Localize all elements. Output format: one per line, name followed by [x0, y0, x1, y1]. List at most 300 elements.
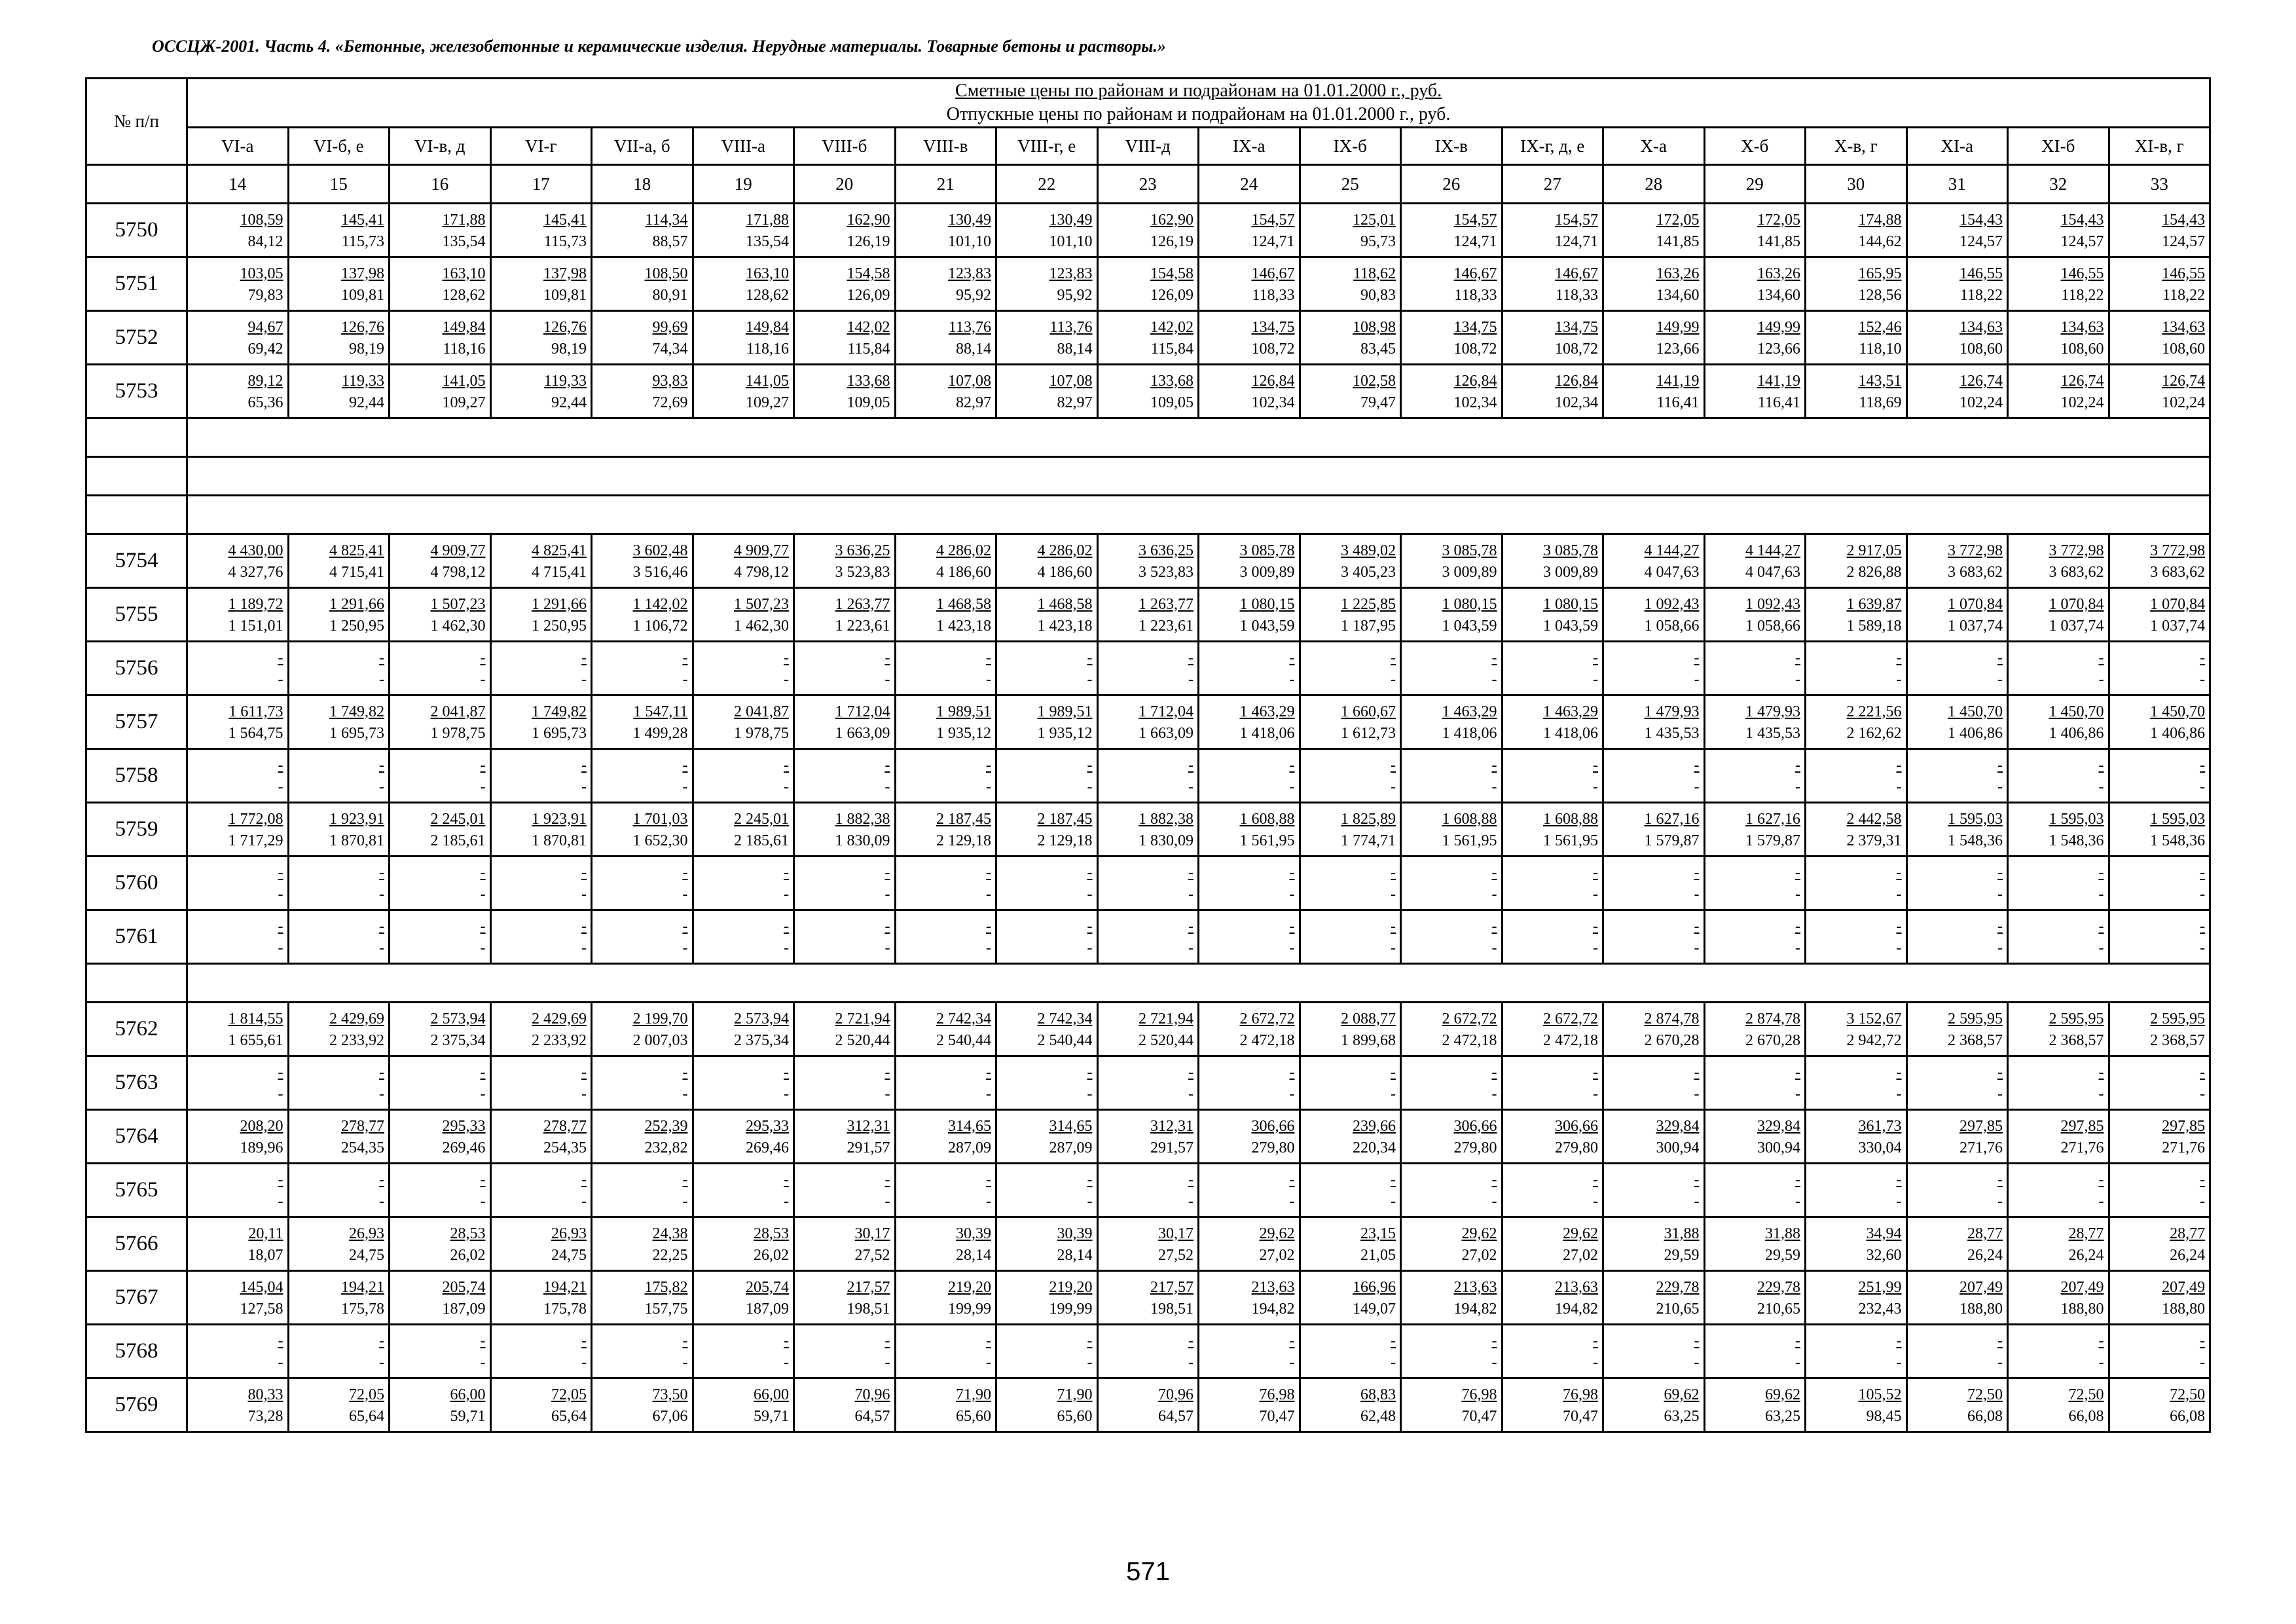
district-header: VIII-д: [1097, 128, 1199, 165]
price-cell: [1704, 857, 1806, 910]
estimated-price: 107,08: [948, 372, 991, 390]
price-cell: [1401, 204, 1503, 257]
release-price: 3 516,46: [632, 563, 688, 581]
release-price: 1 548,36: [2150, 832, 2206, 849]
price-cell: [794, 365, 896, 418]
estimated-price: 69,62: [1664, 1386, 1700, 1403]
release-price: 4 327,76: [228, 563, 283, 581]
estimated-price: -: [1188, 1332, 1194, 1350]
estimated-price: -: [1997, 864, 2003, 881]
estimated-price: 1 627,16: [1745, 810, 1800, 828]
estimated-price: 108,59: [240, 211, 283, 229]
estimated-price: -: [784, 1332, 789, 1350]
price-cell: [187, 588, 289, 642]
price-cell: [1704, 534, 1806, 588]
release-price: 1 423,18: [1037, 617, 1093, 635]
price-cell: [1704, 1217, 1806, 1271]
estimated-price: 172,05: [1757, 211, 1800, 229]
estimated-price: 251,99: [1858, 1278, 1902, 1296]
price-cell: [693, 1056, 794, 1110]
release-price: -: [1997, 885, 2003, 903]
price-cell: [1704, 1164, 1806, 1217]
estimated-price: 72,50: [2170, 1386, 2206, 1403]
price-cell: [1199, 1378, 1300, 1432]
estimated-price: -: [1997, 1171, 2003, 1189]
estimated-price: -: [784, 864, 789, 881]
price-cell: [490, 910, 592, 964]
price-cell: [1502, 1003, 1603, 1056]
release-price: -: [1087, 1192, 1093, 1210]
price-cell: [490, 749, 592, 803]
release-price: -: [884, 1192, 890, 1210]
price-cell: [1502, 204, 1603, 257]
estimated-price: 34,94: [1866, 1225, 1902, 1242]
release-price: 67,06: [652, 1407, 688, 1425]
estimated-price: -: [682, 649, 688, 667]
estimated-price: -: [1391, 1332, 1396, 1350]
district-header: IX-г, д, е: [1502, 128, 1603, 165]
estimated-price: 306,66: [1251, 1117, 1295, 1135]
row-number: 5756: [86, 642, 187, 695]
price-cell: [693, 1003, 794, 1056]
estimated-price: -: [986, 917, 991, 935]
price-cell: [1704, 257, 1806, 311]
estimated-price: -: [2200, 649, 2206, 667]
release-price: 27,52: [854, 1246, 890, 1264]
price-cell: [187, 642, 289, 695]
district-header: VI-г: [490, 128, 592, 165]
price-cell: [2109, 588, 2210, 642]
release-price: -: [2098, 939, 2104, 957]
price-cell: [794, 204, 896, 257]
estimated-price: -: [1391, 1171, 1396, 1189]
price-cell: [288, 311, 390, 365]
price-cell: [288, 1003, 390, 1056]
estimated-price: -: [1188, 649, 1194, 667]
price-cell: [794, 534, 896, 588]
release-price: 108,72: [1555, 340, 1598, 358]
price-cell: [1603, 1003, 1705, 1056]
estimated-price: 2 187,45: [1037, 810, 1093, 828]
estimated-price: 4 909,77: [430, 542, 486, 559]
price-cell: [996, 534, 1098, 588]
release-price: -: [2200, 1192, 2206, 1210]
price-cell: [1199, 311, 1300, 365]
estimated-price: -: [2098, 756, 2104, 774]
release-price: 27,02: [1461, 1246, 1497, 1264]
release-price: 59,71: [754, 1407, 789, 1425]
price-cell: [390, 857, 491, 910]
estimated-price: 72,50: [2068, 1386, 2104, 1403]
price-cell: [592, 642, 693, 695]
estimated-price: -: [278, 917, 283, 935]
estimated-price: 163,10: [442, 265, 486, 282]
price-cell: [1806, 1110, 1907, 1164]
price-cell: [490, 257, 592, 311]
blank-row: [86, 964, 2210, 1003]
price-cell: [187, 534, 289, 588]
district-header: VIII-а: [693, 128, 794, 165]
estimated-price: 314,65: [948, 1117, 991, 1135]
estimated-price: 28,77: [1967, 1225, 2003, 1242]
price-cell: [2008, 803, 2109, 857]
estimated-price: -: [1491, 1332, 1497, 1350]
price-cell: [1603, 857, 1705, 910]
estimated-price: -: [986, 649, 991, 667]
estimated-price: 30,39: [956, 1225, 991, 1242]
release-price: 1 561,95: [1239, 832, 1295, 849]
price-cell: [1806, 311, 1907, 365]
estimated-price: 141,05: [746, 372, 789, 390]
estimated-price: 229,78: [1656, 1278, 1700, 1296]
price-cell: [1502, 1271, 1603, 1325]
release-price: 1 250,95: [532, 617, 587, 635]
release-price: 1 043,59: [1239, 617, 1295, 635]
release-price: 1 935,12: [1037, 724, 1093, 742]
estimated-price: -: [379, 917, 384, 935]
price-cell: [693, 695, 794, 749]
release-price: 118,16: [443, 340, 486, 358]
estimated-price: 3 152,67: [1846, 1010, 1902, 1027]
price-cell: [390, 803, 491, 857]
release-price: -: [1694, 885, 1700, 903]
release-price: -: [1491, 1354, 1497, 1371]
release-price: -: [2200, 1354, 2206, 1371]
column-number: 29: [1704, 165, 1806, 204]
release-price: -: [2200, 939, 2206, 957]
release-price: 187,09: [746, 1300, 789, 1318]
price-cell: [895, 1110, 996, 1164]
empty-cell: [86, 418, 187, 457]
estimated-price: 1 825,89: [1341, 810, 1396, 828]
price-cell: [1199, 534, 1300, 588]
column-number-row: [86, 165, 2210, 204]
estimated-price: 70,96: [854, 1386, 890, 1403]
release-price: -: [682, 1192, 688, 1210]
release-price: -: [480, 778, 486, 796]
release-price: 118,33: [1454, 286, 1497, 304]
estimated-price: -: [884, 917, 890, 935]
price-cell: [288, 1110, 390, 1164]
price-cell: [187, 1325, 289, 1378]
estimated-price: -: [986, 1063, 991, 1081]
price-cell: [1806, 1164, 1907, 1217]
estimated-price: 94,67: [247, 318, 283, 336]
price-cell: [390, 1271, 491, 1325]
price-cell: [187, 910, 289, 964]
release-price: 88,14: [956, 340, 991, 358]
price-cell: [1502, 910, 1603, 964]
estimated-price: -: [682, 1171, 688, 1189]
release-price: -: [1896, 778, 1902, 796]
release-price: -: [1997, 1354, 2003, 1371]
release-price: -: [1391, 1354, 1396, 1371]
release-price: 88,57: [652, 232, 688, 250]
estimated-price: 123,83: [1049, 265, 1093, 282]
price-cell: [288, 803, 390, 857]
release-price: -: [1491, 671, 1497, 688]
empty-cell: [187, 418, 2210, 457]
release-price: -: [581, 1085, 587, 1103]
release-price: 102,24: [2060, 394, 2104, 411]
price-cell: [592, 588, 693, 642]
estimated-price: 239,66: [1353, 1117, 1396, 1135]
estimated-price: 80,33: [247, 1386, 283, 1403]
estimated-price: 194,21: [341, 1278, 384, 1296]
release-price: -: [379, 1192, 384, 1210]
release-price: 90,83: [1360, 286, 1396, 304]
price-cell: [1502, 803, 1603, 857]
release-price: 124,71: [1555, 232, 1598, 250]
estimated-price: 2 874,78: [1644, 1010, 1700, 1027]
price-cell: [1199, 857, 1300, 910]
price-cell: [390, 695, 491, 749]
estimated-price: -: [1087, 917, 1093, 935]
estimated-price: 113,76: [948, 318, 991, 336]
release-price: 118,69: [1859, 394, 1902, 411]
release-price: 65,36: [247, 394, 283, 411]
price-cell: [1603, 1164, 1705, 1217]
release-price: -: [1289, 778, 1295, 796]
price-cell: [1300, 749, 1401, 803]
estimated-price: 207,49: [1959, 1278, 2003, 1296]
price-cell: [592, 311, 693, 365]
estimated-price: -: [2200, 1171, 2206, 1189]
estimated-price: -: [278, 756, 283, 774]
estimated-price: 4 825,41: [329, 542, 384, 559]
price-cell: [1199, 1110, 1300, 1164]
estimated-price: -: [1087, 1332, 1093, 1350]
estimated-price: 1 923,91: [329, 810, 384, 828]
price-cell: [1906, 204, 2008, 257]
district-header: X-в, г: [1806, 128, 1907, 165]
price-cell: [1906, 534, 2008, 588]
release-price: 2 472,18: [1239, 1031, 1295, 1049]
price-cell: [2109, 311, 2210, 365]
release-price: 1 418,06: [1442, 724, 1497, 742]
estimated-price: 149,84: [746, 318, 789, 336]
estimated-price: 126,76: [341, 318, 384, 336]
price-cell: [1300, 1003, 1401, 1056]
column-number: 22: [996, 165, 1098, 204]
estimated-price: -: [1087, 864, 1093, 881]
estimated-price: 102,58: [1353, 372, 1396, 390]
price-cell: [1199, 642, 1300, 695]
release-price: 21,05: [1360, 1246, 1396, 1264]
estimated-price: -: [2200, 756, 2206, 774]
price-cell: [592, 1164, 693, 1217]
release-price: 118,22: [2162, 286, 2206, 304]
estimated-price: 1 092,43: [1644, 595, 1700, 613]
estimated-price: 4 286,02: [1037, 542, 1093, 559]
price-cell: [1401, 1325, 1503, 1378]
release-price: 1 058,66: [1745, 617, 1800, 635]
row-number: 5761: [86, 910, 187, 964]
release-price: -: [986, 1354, 991, 1371]
estimated-price: 1 989,51: [936, 703, 991, 720]
estimated-price: -: [1289, 649, 1295, 667]
release-price: -: [1593, 1085, 1598, 1103]
price-cell: [288, 1217, 390, 1271]
estimated-price: 2 088,77: [1341, 1010, 1396, 1027]
estimated-price: 229,78: [1757, 1278, 1800, 1296]
estimated-price: -: [1289, 1171, 1295, 1189]
price-cell: [390, 749, 491, 803]
estimated-price: 154,58: [847, 265, 890, 282]
estimated-price: 2 721,94: [1139, 1010, 1194, 1027]
estimated-price: 26,93: [551, 1225, 587, 1242]
release-price: -: [278, 939, 283, 957]
release-price: 102,24: [1959, 394, 2003, 411]
price-cell: [794, 311, 896, 365]
price-cell: [592, 257, 693, 311]
estimated-price: 126,74: [2060, 372, 2104, 390]
estimated-price: 306,66: [1453, 1117, 1497, 1135]
price-cell: [693, 365, 794, 418]
price-cell: [996, 749, 1098, 803]
price-cell: [1401, 1164, 1503, 1217]
estimated-price: -: [278, 1332, 283, 1350]
estimated-price: -: [379, 756, 384, 774]
release-price: 1 418,06: [1543, 724, 1598, 742]
estimated-price: 130,49: [948, 211, 991, 229]
price-cell: [592, 1378, 693, 1432]
estimated-price: -: [480, 1171, 486, 1189]
price-cell: [1097, 1164, 1199, 1217]
release-price: 66,08: [2170, 1407, 2206, 1425]
release-price: -: [1896, 1354, 1902, 1371]
estimated-price: 146,67: [1251, 265, 1295, 282]
release-price: 22,25: [652, 1246, 688, 1264]
column-number: 32: [2008, 165, 2109, 204]
release-price: 2 520,44: [1139, 1031, 1194, 1049]
release-price: -: [1391, 1192, 1396, 1210]
estimated-price: -: [1896, 864, 1902, 881]
estimated-price: -: [480, 1063, 486, 1081]
estimated-price: 3 772,98: [2150, 542, 2206, 559]
release-price: 126,19: [847, 232, 890, 250]
release-price: -: [379, 1354, 384, 1371]
estimated-price: 2 573,94: [430, 1010, 486, 1027]
release-price: -: [581, 1192, 587, 1210]
price-cell: [1300, 311, 1401, 365]
estimated-price: 1 712,04: [835, 703, 890, 720]
price-cell: [1704, 803, 1806, 857]
release-price: 194,82: [1251, 1300, 1295, 1318]
price-cell: [2109, 695, 2210, 749]
estimated-price: 24,38: [652, 1225, 688, 1242]
estimated-price: -: [784, 917, 789, 935]
release-price: 1 663,09: [1139, 724, 1194, 742]
estimated-price: 1 595,03: [2150, 810, 2206, 828]
release-price: -: [986, 778, 991, 796]
estimated-price: 165,95: [1858, 265, 1902, 282]
release-price: 2 233,92: [532, 1031, 587, 1049]
estimated-price: 105,52: [1858, 1386, 1902, 1403]
estimated-price: -: [379, 1063, 384, 1081]
estimated-price: -: [1188, 756, 1194, 774]
release-price: -: [682, 671, 688, 688]
release-price: 271,76: [1959, 1139, 2003, 1156]
price-cell: [794, 257, 896, 311]
release-price: 123,66: [1656, 340, 1700, 358]
release-price: 1 406,86: [1948, 724, 2003, 742]
estimated-price: -: [1795, 756, 1800, 774]
price-cell: [2008, 857, 2109, 910]
release-price: -: [1188, 778, 1194, 796]
release-price: -: [278, 1085, 283, 1103]
release-price: 29,59: [1664, 1246, 1700, 1264]
release-price: 98,19: [551, 340, 587, 358]
release-price: 109,05: [847, 394, 890, 411]
release-price: 63,25: [1664, 1407, 1700, 1425]
release-price: 269,46: [442, 1139, 486, 1156]
row-number: 5754: [86, 534, 187, 588]
price-cell: [1502, 1378, 1603, 1432]
release-price: -: [278, 1192, 283, 1210]
release-price: 2 540,44: [1037, 1031, 1093, 1049]
price-cell: [1300, 642, 1401, 695]
estimated-price: 89,12: [247, 372, 283, 390]
column-number: 30: [1806, 165, 1907, 204]
estimated-price: 4 430,00: [228, 542, 283, 559]
release-price: 70,47: [1259, 1407, 1295, 1425]
release-price: 2 540,44: [936, 1031, 991, 1049]
release-price: 1 774,71: [1341, 832, 1396, 849]
release-price: 65,64: [551, 1407, 587, 1425]
estimated-price: -: [1593, 649, 1598, 667]
release-price: 28,14: [1057, 1246, 1093, 1264]
release-price: 69,42: [247, 340, 283, 358]
release-price: 64,57: [854, 1407, 890, 1425]
release-price: -: [884, 1085, 890, 1103]
price-cell: [794, 1056, 896, 1110]
price-cell: [2109, 749, 2210, 803]
blank-row: [86, 496, 2210, 534]
price-cell: [1704, 1271, 1806, 1325]
price-cell: [288, 204, 390, 257]
estimated-price: 3 085,78: [1239, 542, 1295, 559]
price-cell: [794, 1217, 896, 1271]
empty-cell: [187, 496, 2210, 534]
estimated-price: 1 263,77: [835, 595, 890, 613]
estimated-price: -: [1593, 756, 1598, 774]
empty-cell: [86, 457, 187, 496]
release-price: 26,24: [1967, 1246, 2003, 1264]
table-row: [86, 257, 2210, 311]
release-price: 210,65: [1656, 1300, 1700, 1318]
price-cell: [2109, 365, 2210, 418]
release-price: 27,02: [1563, 1246, 1598, 1264]
release-price: 64,57: [1158, 1407, 1194, 1425]
release-price: -: [1087, 1354, 1093, 1371]
estimated-price: 2 595,95: [1948, 1010, 2003, 1027]
price-cell: [1603, 1110, 1705, 1164]
price-cell: [1097, 695, 1199, 749]
price-cell: [1097, 857, 1199, 910]
estimated-price: 103,05: [240, 265, 283, 282]
release-price: -: [784, 778, 789, 796]
price-cell: [2008, 749, 2109, 803]
estimated-price: 119,33: [543, 372, 587, 390]
release-price: 27,02: [1259, 1246, 1295, 1264]
price-cell: [1401, 695, 1503, 749]
release-price: 126,09: [847, 286, 890, 304]
price-cell: [288, 695, 390, 749]
release-price: 116,41: [1757, 394, 1800, 411]
price-cell: [288, 910, 390, 964]
release-price: 2 233,92: [329, 1031, 384, 1049]
